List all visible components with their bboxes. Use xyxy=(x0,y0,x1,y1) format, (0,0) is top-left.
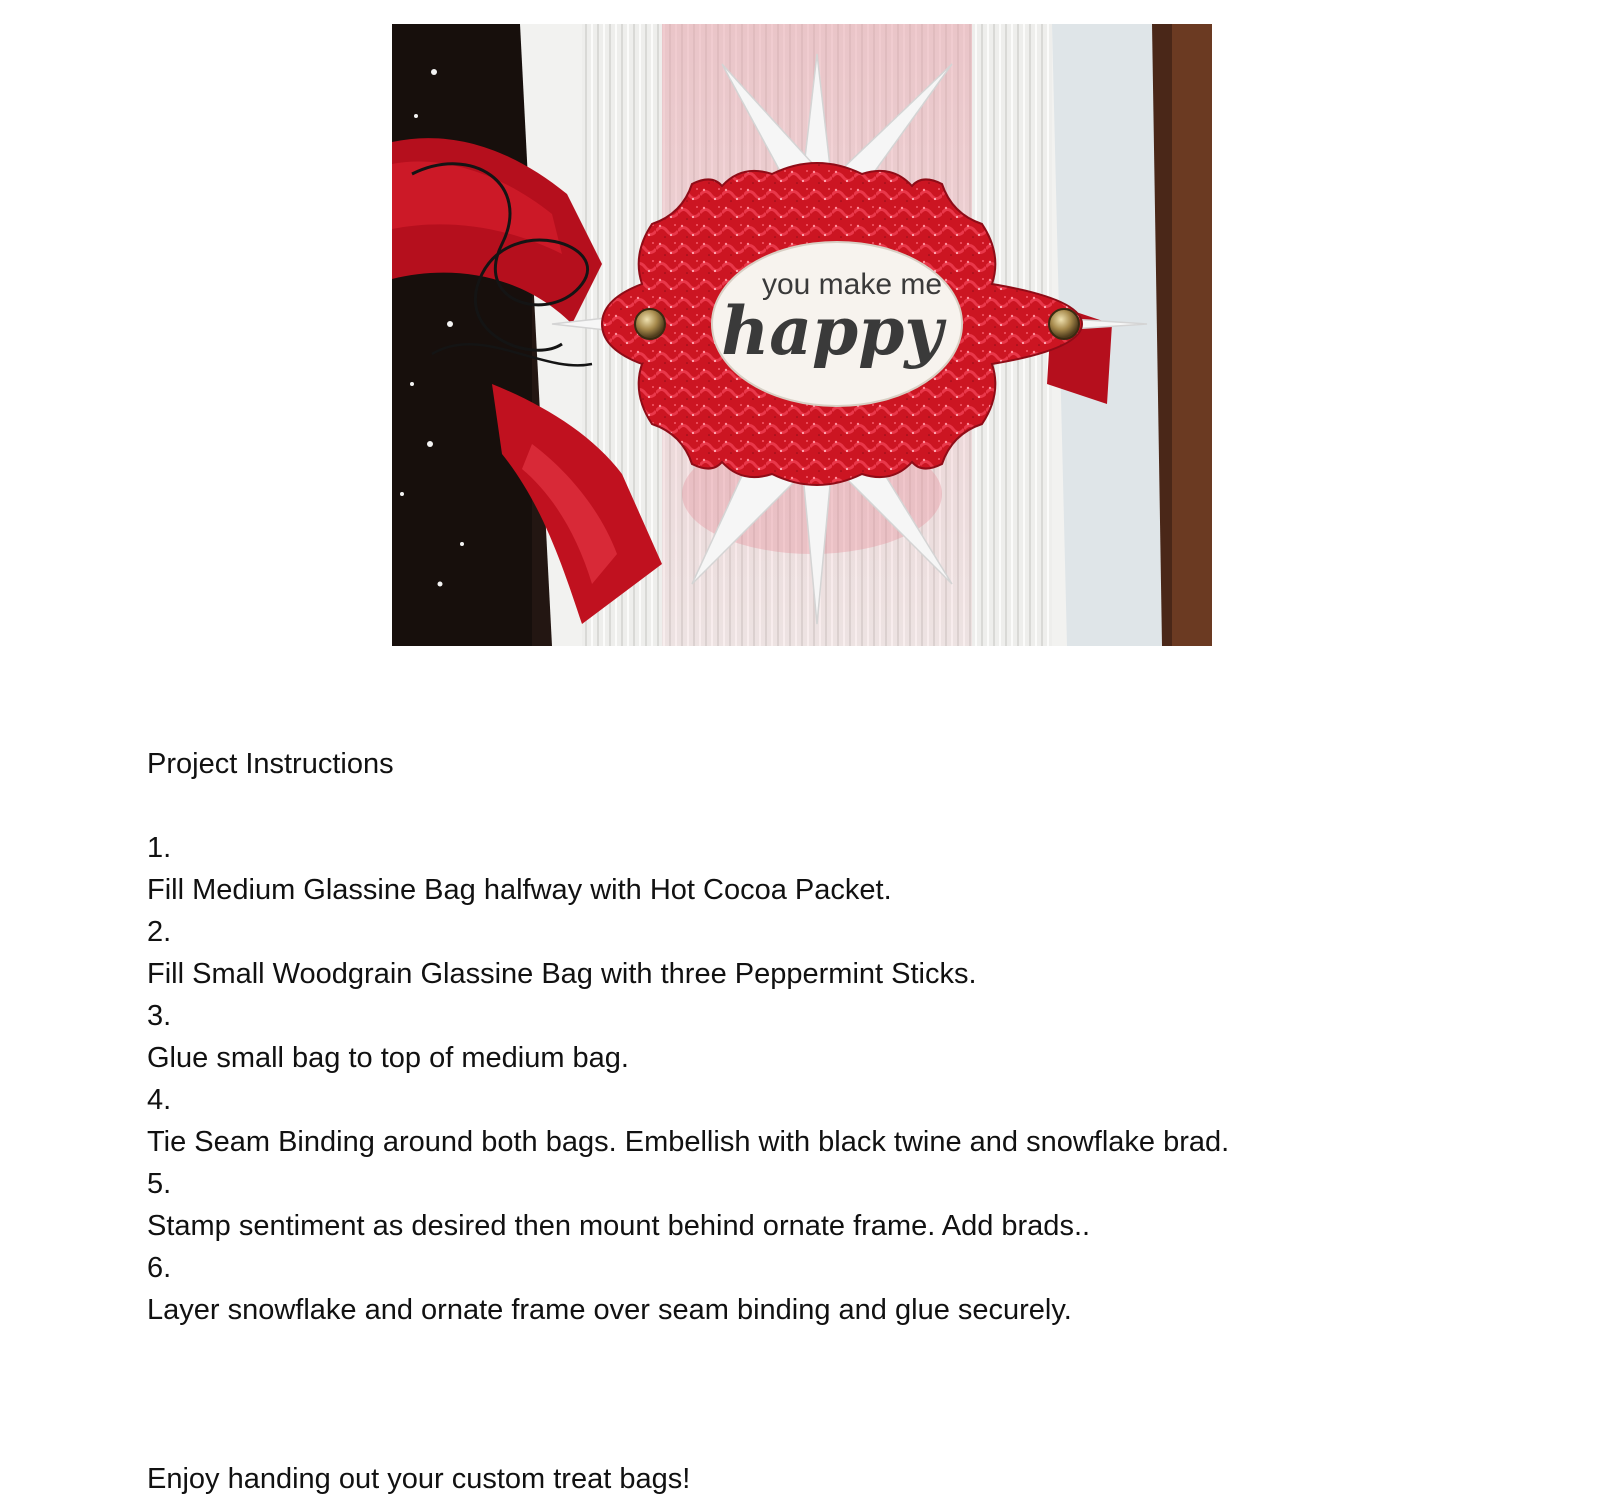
treat-bag-illustration xyxy=(392,24,1212,646)
right-brad xyxy=(1049,309,1079,339)
instructions-heading: Project Instructions xyxy=(147,748,394,780)
closing-line: Enjoy handing out your custom treat bags! xyxy=(147,1463,691,1495)
step-text: Tie Seam Binding around both bags. Embellish with black twine and snowflake brad. xyxy=(147,1126,1230,1158)
sentiment-line-2: happy xyxy=(721,292,943,370)
sentiment-line-1: you make me xyxy=(761,268,943,301)
step-text: Glue small bag to top of medium bag. xyxy=(147,1042,629,1074)
step-text: Stamp sentiment as desired then mount behind ornate frame. Add brads.. xyxy=(147,1210,1091,1242)
step-text: Layer snowflake and ornate frame over seam binding and glue securely. xyxy=(147,1294,1072,1326)
project-photo xyxy=(392,24,1212,646)
step-number: 6. xyxy=(147,1252,172,1284)
step-number: 3. xyxy=(147,1000,172,1032)
step-number: 4. xyxy=(147,1084,172,1116)
step-text: Fill Small Woodgrain Glassine Bag with three Peppermint Sticks. xyxy=(147,958,977,990)
step-number: 2. xyxy=(147,916,172,948)
step-number: 1. xyxy=(147,832,172,864)
step-text: Fill Medium Glassine Bag halfway with Hot Cocoa Packet. xyxy=(147,874,892,906)
instruction-steps xyxy=(147,827,1229,1331)
step-number: 5. xyxy=(147,1168,172,1200)
left-brad xyxy=(635,309,665,339)
